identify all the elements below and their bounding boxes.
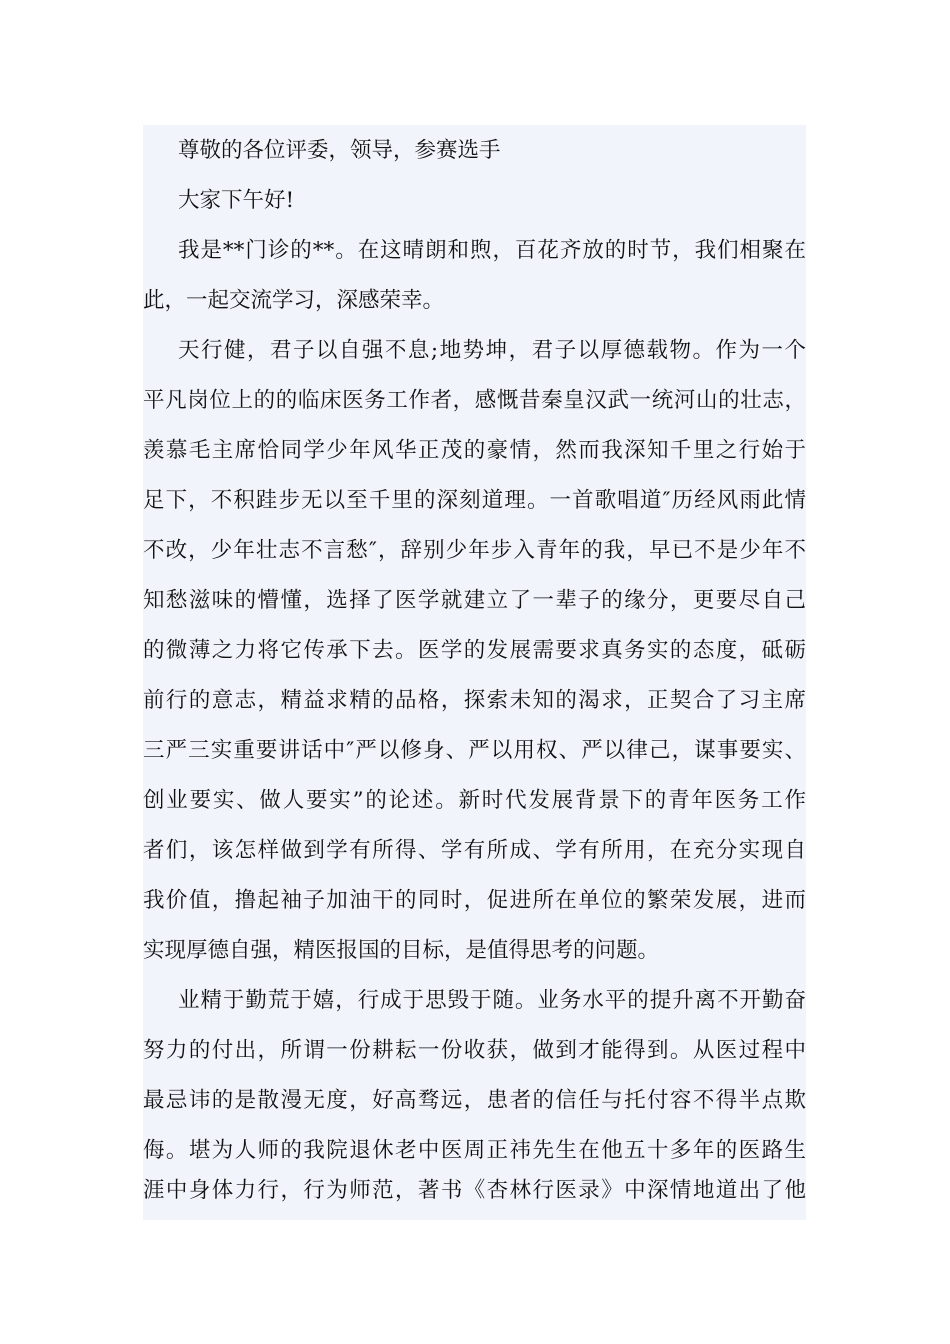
text-line: 此，一起交流学习，深感荣幸。 bbox=[143, 288, 445, 313]
text-line: 不改，少年壮志不言愁″，辞别少年步入青年的我，早已不是少年不 bbox=[143, 538, 806, 563]
text-line: 我价值，撸起袖子加油干的同时，促进所在单位的繁荣发展，进而 bbox=[143, 888, 806, 913]
text-line: 侮。堪为人师的我院退休老中医周正祎先生在他五十多年的医路生 bbox=[143, 1138, 806, 1163]
text-line: 羡慕毛主席恰同学少年风华正茂的豪情，然而我深知千里之行始于 bbox=[143, 438, 806, 463]
text-line: 业精于勤荒于嬉，行成于思毁于随。业务水平的提升离不开勤奋 bbox=[178, 988, 806, 1013]
text-line: 尊敬的各位评委，领导，参赛选手 bbox=[178, 138, 501, 163]
text-line: 天行健，君子以自强不息;地势坤，君子以厚德载物。作为一个 bbox=[178, 338, 806, 363]
text-line: 创业要实、做人要实”的论述。新时代发展背景下的青年医务工作 bbox=[143, 788, 806, 813]
text-line: 大家下午好! bbox=[178, 188, 295, 213]
text-line: 涯中身体力行，行为师范，著书《杏林行医录》中深情地道出了他 bbox=[143, 1178, 806, 1203]
text-line: 足下，不积跬步无以至千里的深刻道理。一首歌唱道″历经风雨此情 bbox=[143, 488, 806, 513]
text-line: 三严三实重要讲话中″严以修身、严以用权、严以律己，谋事要实、 bbox=[143, 738, 806, 763]
text-line: 知愁滋味的懵懂，选择了医学就建立了一辈子的缘分，更要尽自己 bbox=[143, 588, 806, 613]
text-line: 平凡岗位上的的临床医务工作者，感慨昔秦皇汉武一统河山的壮志， bbox=[143, 388, 806, 413]
text-line: 最忌讳的是散漫无度，好高骛远，患者的信任与托付容不得半点欺 bbox=[143, 1088, 806, 1113]
text-line: 前行的意志，精益求精的品格，探索未知的渴求，正契合了习主席 bbox=[143, 688, 806, 713]
text-line: 者们，该怎样做到学有所得、学有所成、学有所用，在充分实现自 bbox=[143, 838, 806, 863]
text-line: 实现厚德自强，精医报国的目标，是值得思考的问题。 bbox=[143, 938, 660, 963]
document-body bbox=[143, 125, 806, 1220]
text-line: 的微薄之力将它传承下去。医学的发展需要求真务实的态度，砥砺 bbox=[143, 638, 806, 663]
text-line: 努力的付出，所谓一份耕耘一份收获，做到才能得到。从医过程中 bbox=[143, 1038, 806, 1063]
text-line: 我是**门诊的**。在这晴朗和煦，百花齐放的时节，我们相聚在 bbox=[178, 238, 806, 263]
